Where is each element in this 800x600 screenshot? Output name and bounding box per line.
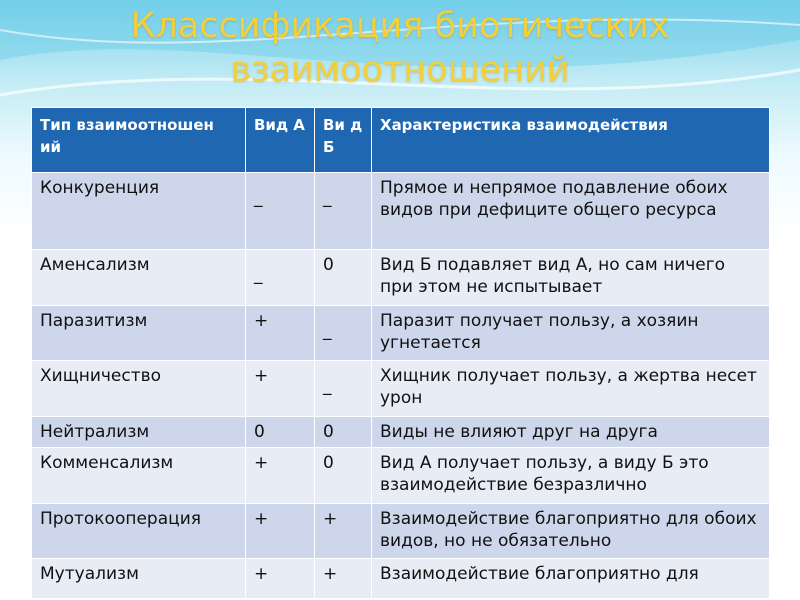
table-row bbox=[32, 448, 770, 504]
cell-type: Протокооперация bbox=[32, 504, 246, 559]
table-row bbox=[32, 361, 770, 417]
cell-type: Мутуализм bbox=[32, 559, 246, 599]
cell-type: Хищничество bbox=[32, 361, 246, 417]
cell-species-a: _ bbox=[246, 173, 315, 250]
header-description: Характеристика взаимодействия bbox=[372, 108, 770, 173]
cell-type: Паразитизм bbox=[32, 306, 246, 361]
cell-species-b: + bbox=[315, 559, 372, 599]
cell-description: Вид Б подавляет вид А, но сам ничего при этом не испытывает bbox=[372, 250, 770, 306]
cell-type: Аменсализм bbox=[32, 250, 246, 306]
table-row bbox=[32, 173, 770, 250]
table-row bbox=[32, 250, 770, 306]
cell-species-a: + bbox=[246, 448, 315, 504]
table-row bbox=[32, 306, 770, 361]
cell-species-b: 0 bbox=[315, 417, 372, 448]
interactions-table bbox=[31, 107, 770, 599]
cell-type: Нейтрализм bbox=[32, 417, 246, 448]
cell-description: Виды не влияют друг на друга bbox=[372, 417, 770, 448]
cell-description: Взаимодействие благоприятно для bbox=[372, 559, 770, 599]
title-line-2: взаимоотношений bbox=[230, 50, 570, 90]
header-species-a: Вид А bbox=[246, 108, 315, 173]
table-row bbox=[32, 504, 770, 559]
header-species-b: Ви д Б bbox=[315, 108, 372, 173]
cell-species-a: + bbox=[246, 306, 315, 361]
cell-species-a: _ bbox=[246, 250, 315, 306]
cell-type: Конкуренция bbox=[32, 173, 246, 250]
cell-species-b: _ bbox=[315, 361, 372, 417]
cell-description: Паразит получает пользу, а хозяин угнетается bbox=[372, 306, 770, 361]
cell-species-b: 0 bbox=[315, 448, 372, 504]
cell-species-b: + bbox=[315, 504, 372, 559]
cell-species-a: + bbox=[246, 361, 315, 417]
cell-description: Взаимодействие благоприятно для обоих видов, но не обязательно bbox=[372, 504, 770, 559]
cell-species-b: _ bbox=[315, 306, 372, 361]
cell-species-a: + bbox=[246, 504, 315, 559]
table-row bbox=[32, 559, 770, 599]
cell-species-a: + bbox=[246, 559, 315, 599]
cell-species-b: 0 bbox=[315, 250, 372, 306]
table-row bbox=[32, 417, 770, 448]
cell-species-b: _ bbox=[315, 173, 372, 250]
slide-title bbox=[0, 4, 800, 92]
header-type: Тип взаимоотношен ий bbox=[32, 108, 246, 173]
cell-type: Комменсализм bbox=[32, 448, 246, 504]
cell-description: Вид А получает пользу, а виду Б это взаимодействие безразлично bbox=[372, 448, 770, 504]
cell-description: Хищник получает пользу, а жертва несет урон bbox=[372, 361, 770, 417]
cell-species-a: 0 bbox=[246, 417, 315, 448]
table-header-row bbox=[32, 108, 770, 173]
cell-description: Прямое и непрямое подавление обоих видов при дефиците общего ресурса bbox=[372, 173, 770, 250]
title-line-1: Классификация биотических bbox=[130, 6, 670, 46]
